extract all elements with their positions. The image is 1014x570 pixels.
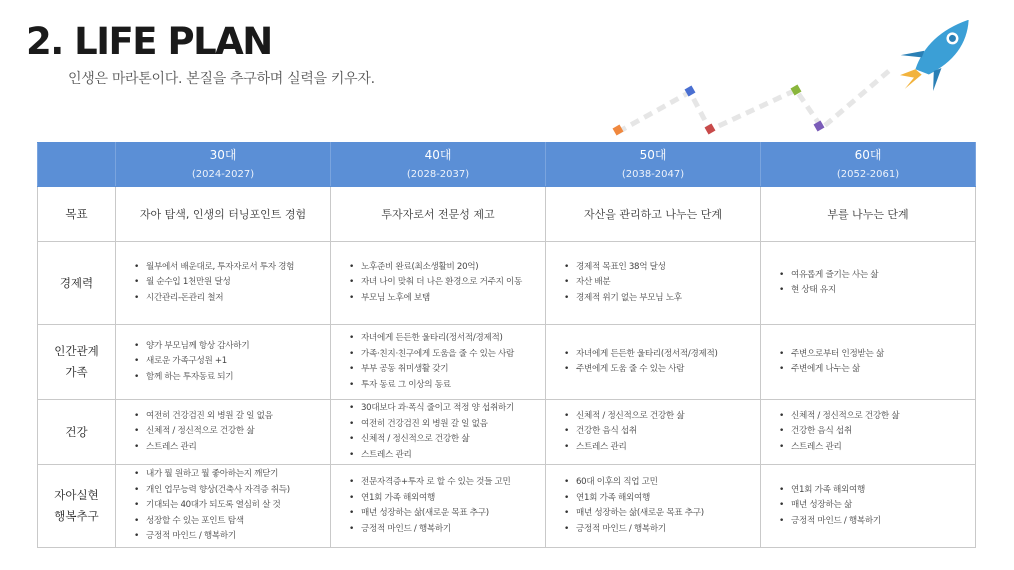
list-item: • 스트레스 관리 <box>146 440 326 456</box>
list-item: • 부부 공동 취미생활 갖기 <box>361 362 541 378</box>
list-item: • 60대 이후의 직업 고민 <box>576 475 756 491</box>
row-label-economy: 경제력 <box>38 242 116 325</box>
list-item: • 내가 뭘 원하고 뭘 좋아하는지 깨닫기 <box>146 467 326 483</box>
dashed-path <box>618 70 890 132</box>
decade-label: 30대 <box>209 147 237 162</box>
list-item: • 경제적 목표인 38억 달성 <box>576 260 756 276</box>
table-row-self-realization <box>38 465 976 548</box>
list-item: • 투자 동료 그 이상의 동료 <box>361 378 541 394</box>
path-marker-red <box>705 124 716 135</box>
list-item: • 매년 성장하는 삶(새로운 목표 추구) <box>361 506 541 522</box>
list-item: • 연1회 가족 해외여행 <box>576 491 756 507</box>
list-item: • 신체적 / 정신적으로 건강한 삶 <box>146 424 326 440</box>
economy-cell <box>546 242 761 325</box>
list-item: • 새로운 가족구성원 +1 <box>146 354 326 370</box>
row-label-relationships <box>38 325 116 400</box>
goal-cell: 투자자로서 전문성 제고 <box>331 187 546 242</box>
row-label-line: 행복추구 <box>54 509 99 523</box>
relationships-cell <box>546 325 761 400</box>
list-item: • 부모님 노후에 보탬 <box>361 291 541 307</box>
list-item: • 자산 배분 <box>576 275 756 291</box>
list-item: • 매년 성장하는 삶 <box>791 498 971 514</box>
goal-cell: 자아 탐색, 인생의 터닝포인트 경험 <box>116 187 331 242</box>
list-item: • 긍정적 마인드 / 행복하기 <box>361 522 541 538</box>
relationships-cell <box>761 325 976 400</box>
self-realization-cell <box>761 465 976 548</box>
row-label-line: 가족 <box>65 365 88 379</box>
list-item: • 현 상태 유지 <box>791 283 971 299</box>
list-item: • 매년 성장하는 삶(새로운 목표 추구) <box>576 506 756 522</box>
decade-label: 40대 <box>424 147 452 162</box>
column-header-50s <box>546 143 761 187</box>
list-item: • 시간관리-돈관리 철저 <box>146 291 326 307</box>
list-item: • 기대되는 40대가 되도록 열심히 살 것 <box>146 498 326 514</box>
list-item: • 전문자격증+투자 로 할 수 있는 것들 고민 <box>361 475 541 491</box>
life-plan-table <box>37 142 976 548</box>
list-item: • 주변에게 도움 줄 수 있는 사람 <box>576 362 756 378</box>
list-item: • 여유롭게 즐기는 사는 삶 <box>791 268 971 284</box>
years-label: (2052-2061) <box>836 168 900 180</box>
list-item: • 30대보다 과·폭식 줄이고 적정 양 섭취하기 <box>361 401 541 417</box>
economy-cell <box>116 242 331 325</box>
table-row-goal <box>38 187 976 242</box>
health-cell <box>761 400 976 465</box>
list-item: • 여전히 건강검진 외 병원 갈 일 없음 <box>361 417 541 433</box>
row-label-line: 인간관계 <box>54 344 99 358</box>
list-item: • 주변에게 나누는 삶 <box>791 362 971 378</box>
page-subtitle: 인생은 마라톤이다. 본질을 추구하며 실력을 키우자. <box>68 71 375 87</box>
table-row-health <box>38 400 976 465</box>
list-item: • 가족·친지·친구에게 도움을 줄 수 있는 사람 <box>361 347 541 363</box>
list-item: • 신체적 / 정신적으로 건강한 삶 <box>361 432 541 448</box>
list-item: • 성장할 수 있는 포인트 탐색 <box>146 514 326 530</box>
health-cell <box>116 400 331 465</box>
list-item: • 건강한 음식 섭취 <box>791 424 971 440</box>
row-label-line: 자아실현 <box>54 488 99 502</box>
list-item: • 노후준비 완료(최소생활비 20억) <box>361 260 541 276</box>
health-cell <box>331 400 546 465</box>
list-item: • 자녀에게 든든한 울타리(정서적/경제적) <box>361 331 541 347</box>
years-label: (2038-2047) <box>621 168 685 180</box>
page-title: 2. LIFE PLAN <box>26 20 272 63</box>
row-label-self-realization <box>38 465 116 548</box>
rocket-path-decoration <box>600 20 1000 140</box>
list-item: • 자녀 나이 맞춰 더 나은 환경으로 거주지 이동 <box>361 275 541 291</box>
years-label: (2028-2037) <box>406 168 470 180</box>
list-item: • 연1회 가족 해외여행 <box>361 491 541 507</box>
self-realization-cell <box>116 465 331 548</box>
table-row-economy <box>38 242 976 325</box>
rocket-icon <box>888 20 991 104</box>
column-header-40s <box>331 143 546 187</box>
list-item: • 자녀에게 든든한 울타리(정서적/경제적) <box>576 347 756 363</box>
list-item: • 개인 업무능력 향상(건축사 자격증 취득) <box>146 483 326 499</box>
column-header-60s <box>761 143 976 187</box>
list-item: • 여전히 건강검진 외 병원 갈 일 없음 <box>146 409 326 425</box>
decade-label: 50대 <box>639 147 667 162</box>
list-item: • 신체적 / 정신적으로 건강한 삶 <box>576 409 756 425</box>
list-item: • 긍정적 마인드 / 행복하기 <box>146 529 326 545</box>
relationships-cell <box>116 325 331 400</box>
list-item: • 신체적 / 정신적으로 건강한 삶 <box>791 409 971 425</box>
table-header-row <box>38 143 976 187</box>
goal-cell: 자산을 관리하고 나누는 단계 <box>546 187 761 242</box>
row-label-health: 건강 <box>38 400 116 465</box>
list-item: • 연1회 가족 해외여행 <box>791 483 971 499</box>
list-item: • 긍정적 마인드 / 행복하기 <box>791 514 971 530</box>
self-realization-cell <box>331 465 546 548</box>
list-item: • 함께 하는 투자동료 되기 <box>146 370 326 386</box>
health-cell <box>546 400 761 465</box>
economy-cell <box>331 242 546 325</box>
path-marker-orange <box>613 125 624 136</box>
table-row-relationships <box>38 325 976 400</box>
decade-label: 60대 <box>854 147 882 162</box>
years-label: (2024-2027) <box>191 168 255 180</box>
relationships-cell <box>331 325 546 400</box>
column-header-30s <box>116 143 331 187</box>
economy-cell <box>761 242 976 325</box>
list-item: • 스트레스 관리 <box>576 440 756 456</box>
list-item: • 건강한 음식 섭취 <box>576 424 756 440</box>
header-corner <box>38 143 116 187</box>
list-item: • 스트레스 관리 <box>361 448 541 464</box>
list-item: • 경제적 위기 없는 부모님 노후 <box>576 291 756 307</box>
list-item: • 주변으로부터 인정받는 삶 <box>791 347 971 363</box>
list-item: • 월부에서 배운대로, 투자자로서 투자 경험 <box>146 260 326 276</box>
row-label-goal: 목표 <box>38 187 116 242</box>
list-item: • 양가 부모님께 항상 감사하기 <box>146 339 326 355</box>
self-realization-cell <box>546 465 761 548</box>
list-item: • 월 순수입 1천만원 달성 <box>146 275 326 291</box>
goal-cell: 부를 나누는 단계 <box>761 187 976 242</box>
list-item: • 스트레스 관리 <box>791 440 971 456</box>
list-item: • 긍정적 마인드 / 행복하기 <box>576 522 756 538</box>
